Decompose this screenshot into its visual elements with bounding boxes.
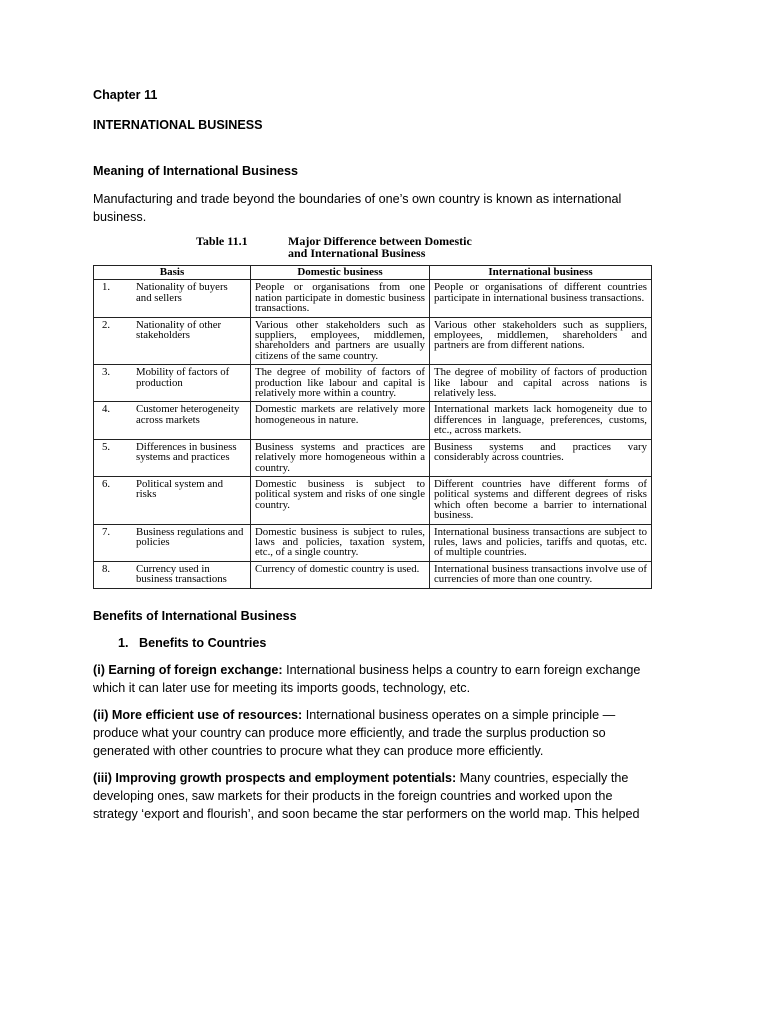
table-row xyxy=(94,280,652,317)
row-international: People or organisations of different countries participate in international business transactions. xyxy=(430,280,652,317)
benefit-label: (i) Earning of foreign exchange: xyxy=(93,662,283,677)
row-number: 8. xyxy=(102,562,111,575)
table-row xyxy=(94,561,652,588)
row-number: 4. xyxy=(94,402,133,439)
row-domestic: Domestic business is subject to rules, laws and policies, taxation system, etc., of a single country. xyxy=(251,524,430,561)
row-number: 6. xyxy=(94,476,133,524)
table-caption xyxy=(196,235,652,259)
row-basis: Nationality of other stakeholders xyxy=(132,317,251,365)
row-international: International markets lack homogeneity due to differences in language, preferences, customs, etc., across markets. xyxy=(430,402,652,439)
row-international: Business systems and practices vary considerably across countries. xyxy=(430,439,652,476)
benefit-label: (iii) Improving growth prospects and employment potentials: xyxy=(93,770,457,785)
row-number: 1. xyxy=(94,280,133,317)
row-domestic: Business systems and practices are relatively more homogeneous within a country. xyxy=(251,439,430,476)
table-caption-label: Table 11.1 xyxy=(196,234,248,248)
row-basis: Nationality of buyers and sellers xyxy=(132,280,251,317)
document-page xyxy=(93,86,653,832)
table-row xyxy=(94,439,652,476)
row-number: 2. xyxy=(94,317,133,365)
meaning-text: Manufacturing and trade beyond the boundaries of one’s own country is known as international business. xyxy=(93,192,622,224)
row-domestic: Domestic business is subject to political system and risks of one single country. xyxy=(251,476,430,524)
comparison-table xyxy=(93,265,652,589)
row-domestic: Currency of domestic country is used. xyxy=(251,561,430,588)
header-international: International business xyxy=(430,266,652,280)
row-domestic: Domestic markets are relatively more homogeneous in nature. xyxy=(251,402,430,439)
row-basis: Political system and risks xyxy=(132,476,251,524)
row-domestic: The degree of mobility of factors of production like labour and capital is relatively more within a country. xyxy=(251,365,430,402)
table-row xyxy=(94,476,652,524)
benefits-heading: Benefits of International Business xyxy=(93,608,297,623)
table-row xyxy=(94,524,652,561)
header-basis: Basis xyxy=(94,266,251,280)
benefits-subheading xyxy=(118,634,653,652)
table-caption-text: Major Difference between Domestic and International Business xyxy=(288,234,472,260)
row-domestic: Various other stakeholders such as suppliers, employees, middlemen, shareholders and partners are usually citizens of the same country. xyxy=(251,317,430,365)
benefit-text: International business helps a country to earn foreign exchange which it can later use for meeting its imports goods, technology, etc. xyxy=(93,662,641,695)
table-row xyxy=(94,317,652,365)
row-number: 3. xyxy=(94,365,133,402)
row-number: 5. xyxy=(94,439,133,476)
row-international: The degree of mobility of factors of production like labour and capital across nations is relatively less. xyxy=(430,365,652,402)
table-body xyxy=(94,280,652,588)
meaning-heading: Meaning of International Business xyxy=(93,164,299,178)
benefit-item-1 xyxy=(93,661,653,697)
row-domestic: People or organisations from one nation participate in domestic business transactions. xyxy=(251,280,430,317)
row-basis: Differences in business systems and practices xyxy=(132,439,251,476)
row-basis: Currency used in business transactions xyxy=(136,562,227,586)
row-international: Different countries have different forms of political systems and different degrees of risks which often become a barrier to international business. xyxy=(430,476,652,524)
benefit-item-3 xyxy=(93,769,653,823)
header-domestic: Domestic business xyxy=(251,266,430,280)
subheading-title: Benefits to Countries xyxy=(139,635,267,650)
benefit-item-2 xyxy=(93,706,653,760)
row-international: Various other stakeholders such as suppliers, employees, middlemen, shareholders and partners are from different nations. xyxy=(430,317,652,365)
table-header-row xyxy=(94,266,652,280)
benefit-text: International business operates on a simple principle — produce what your country can produce more efficiently, and trade the surplus production so generated with other countries to procure what they can produce more efficiently. xyxy=(93,707,616,758)
benefit-label: (ii) More efficient use of resources: xyxy=(93,707,303,722)
page-title: INTERNATIONAL BUSINESS xyxy=(93,118,263,132)
row-international: International business transactions involve use of currencies of more than one country. xyxy=(430,561,652,588)
table-row xyxy=(94,402,652,439)
comparison-table-figure xyxy=(93,235,652,589)
row-basis: Mobility of factors of production xyxy=(132,365,251,402)
benefit-text: Many countries, especially the developing ones, saw markets for their products in the foreign countries and worked upon the strategy ‘export and flourish’, and soon became the star performers on the world map. This helped xyxy=(93,770,640,821)
subheading-number: 1. xyxy=(118,635,129,650)
table-row xyxy=(94,365,652,402)
row-basis: Business regulations and policies xyxy=(132,524,251,561)
row-number: 7. xyxy=(94,524,133,561)
row-international: International business transactions are subject to rules, laws and policies, tariffs and quotas, etc. of multiple countries. xyxy=(430,524,652,561)
chapter-label: Chapter 11 xyxy=(93,88,158,102)
row-basis: Customer heterogeneity across markets xyxy=(132,402,251,439)
